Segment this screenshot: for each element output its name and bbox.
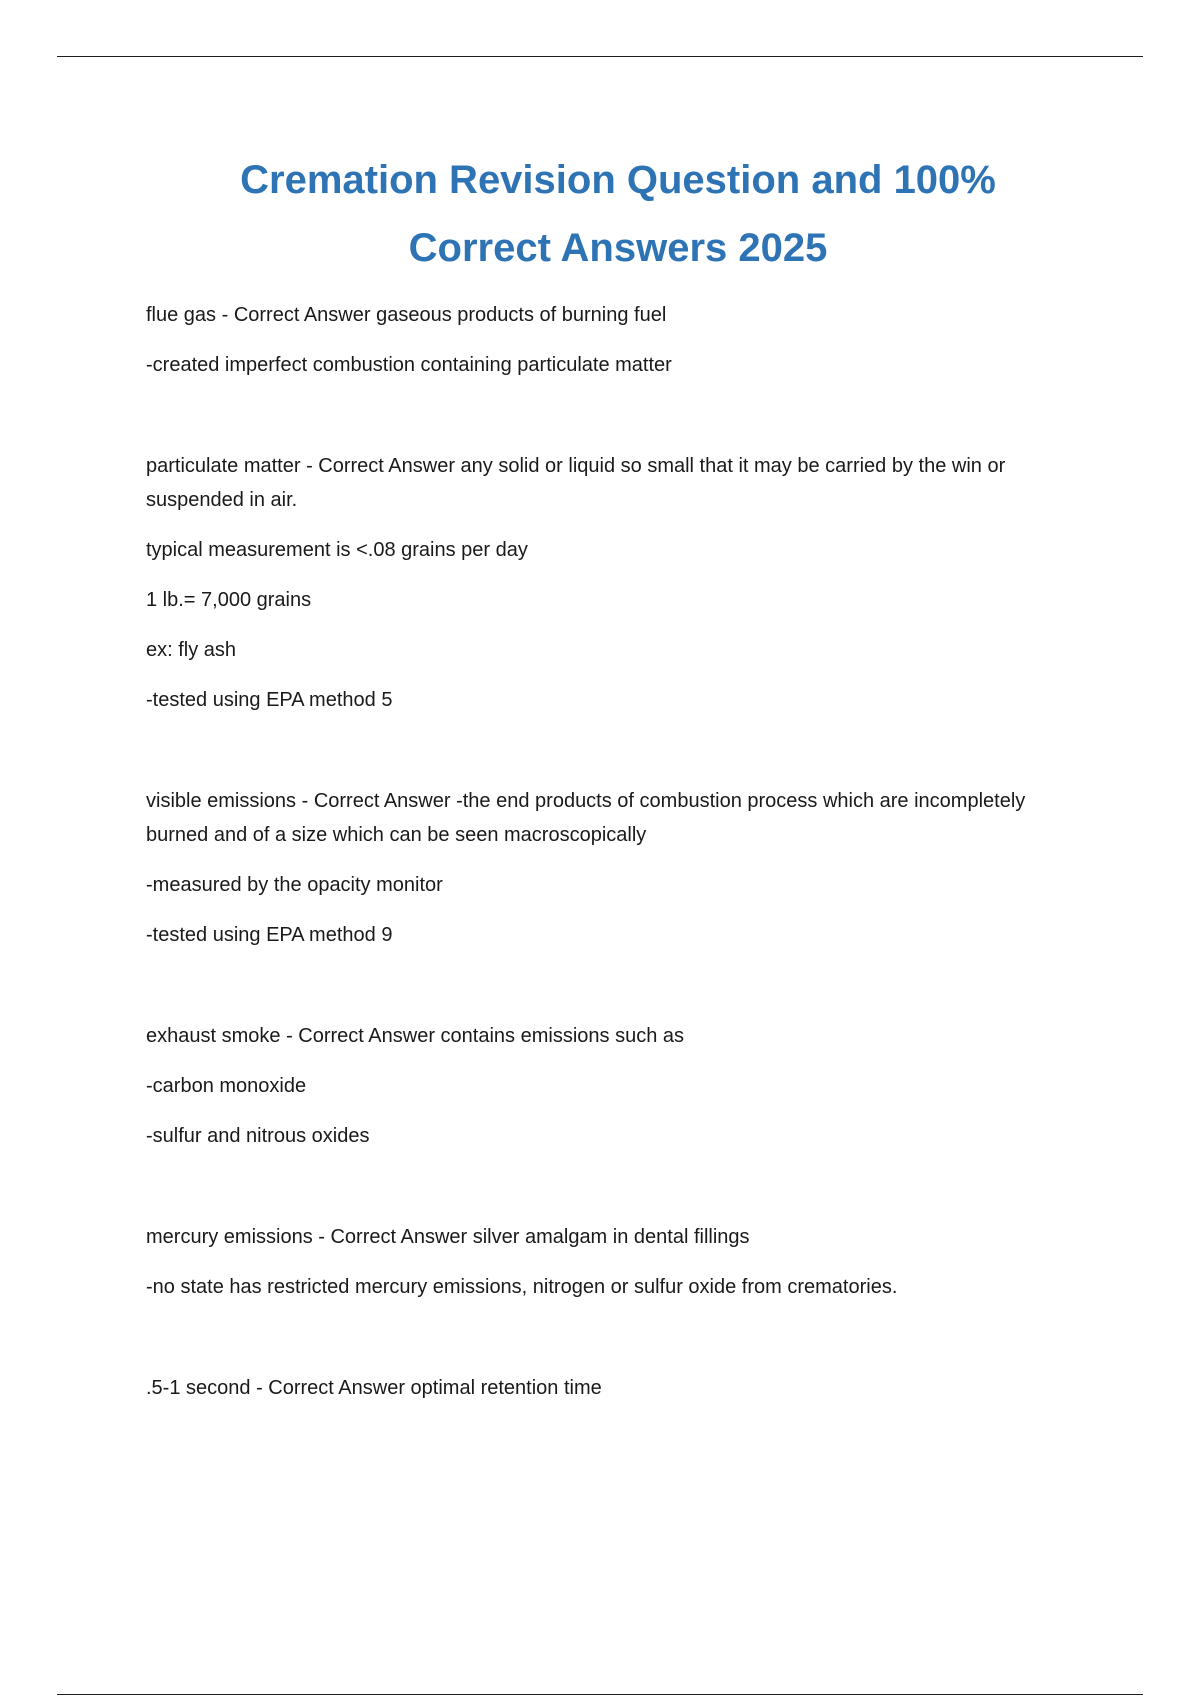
text-line: -created imperfect combustion containing particulate matter (146, 354, 672, 376)
text-line: typical measurement is <.08 grains per day (146, 539, 528, 561)
text-line: -measured by the opacity monitor (146, 874, 443, 896)
qa-entry-exhaust-smoke (146, 1019, 1086, 1153)
bottom-rule (57, 1694, 1143, 1695)
qa-entry-retention-time (146, 1371, 1086, 1405)
text-line: -tested using EPA method 9 (146, 924, 393, 946)
spacer (146, 398, 1086, 449)
text-line: particulate matter - Correct Answer any solid or liquid so small that it may be carried by the win or suspended in air. (146, 455, 1006, 511)
spacer (146, 968, 1086, 1019)
spacer (146, 733, 1086, 784)
page-title (0, 146, 1200, 282)
text-line: 1 lb.= 7,000 grains (146, 589, 312, 611)
spacer (146, 1169, 1086, 1220)
text-line: -tested using EPA method 5 (146, 689, 393, 711)
top-rule (57, 56, 1143, 57)
spacer (146, 1320, 1086, 1371)
title-line-2: Correct Answers 2025 (408, 226, 828, 270)
text-line: visible emissions - Correct Answer -the end products of combustion process which are incompletely burned and of a size which can be seen macroscopically (146, 790, 1026, 846)
text-line: mercury emissions - Correct Answer silver amalgam in dental fillings (146, 1226, 750, 1248)
text-line: flue gas - Correct Answer gaseous products of burning fuel (146, 304, 667, 326)
title-line-1: Cremation Revision Question and 100% (240, 158, 996, 202)
text-line: exhaust smoke - Correct Answer contains emissions such as (146, 1025, 684, 1047)
qa-entry-mercury-emissions (146, 1220, 1086, 1304)
text-line: -no state has restricted mercury emissions, nitrogen or sulfur oxide from crematories. (146, 1276, 898, 1298)
qa-entry-flue-gas (146, 298, 1086, 382)
text-line: -carbon monoxide (146, 1075, 307, 1097)
qa-entry-particulate-matter (146, 449, 1086, 717)
text-line: -sulfur and nitrous oxides (146, 1125, 370, 1147)
qa-entry-visible-emissions (146, 784, 1086, 952)
text-line: .5-1 second - Correct Answer optimal retention time (146, 1377, 602, 1399)
document-body (146, 298, 1086, 1421)
text-line: ex: fly ash (146, 639, 237, 661)
